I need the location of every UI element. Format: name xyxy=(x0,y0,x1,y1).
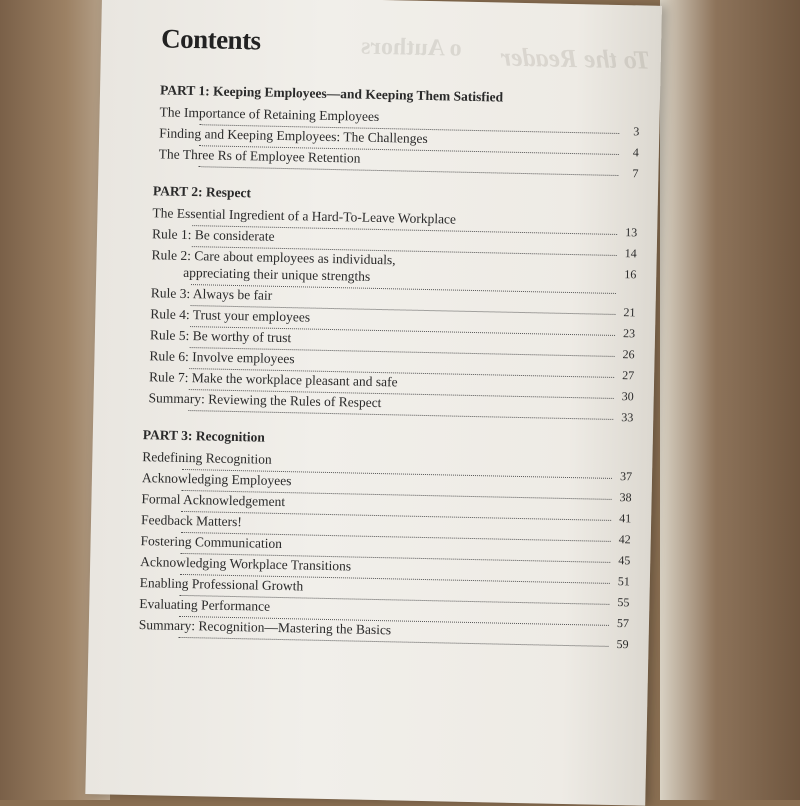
toc-entry-label: Finding and Keeping Employees: The Challenges xyxy=(159,125,428,146)
toc-entry-label: Acknowledging Employees xyxy=(141,470,292,489)
background-right xyxy=(660,0,800,800)
toc-entry-label: The Three Rs of Employee Retention xyxy=(158,146,361,166)
toc-entry-label: The Essential Ingredient of a Hard-To-Leave Workplace xyxy=(152,205,457,227)
bleed-through-text: To the Reader xyxy=(500,42,651,75)
toc-page-number: 41 xyxy=(619,511,632,526)
toc-entry-label: Rule 5: Be worthy of trust xyxy=(149,327,292,346)
toc-entry-label: Summary: Recognition—Mastering the Basics xyxy=(138,617,392,638)
toc-page-number: 30 xyxy=(621,389,634,404)
toc-page-number: 21 xyxy=(623,305,636,320)
toc-page-number: 7 xyxy=(632,166,639,181)
toc-part-1 xyxy=(148,81,640,181)
toc-entry-label: Fostering Communication xyxy=(140,533,283,552)
toc-entry-label: Formal Acknowledgement xyxy=(141,491,286,510)
toc-entry-label: Rule 2: Care about employees as individuals, xyxy=(151,247,396,268)
toc-page-number: 26 xyxy=(622,347,635,362)
toc-page-number: 13 xyxy=(625,225,638,240)
toc-entry-label: Feedback Matters! xyxy=(140,512,243,530)
toc-entry-label: Enabling Professional Growth xyxy=(139,575,304,594)
toc-page-number: 45 xyxy=(618,553,631,568)
toc-page-number: 59 xyxy=(616,637,629,652)
toc-entry-label: Rule 3: Always be fair xyxy=(150,285,273,303)
toc-part-2 xyxy=(143,182,638,425)
toc-page-number: 4 xyxy=(632,145,640,160)
toc-entry-label-continued: appreciating their unique strengths xyxy=(183,264,371,284)
toc-page-number: 23 xyxy=(622,326,636,341)
toc-entry-label: Rule 4: Trust your employees xyxy=(150,306,311,325)
toc-page-number: 3 xyxy=(633,124,640,139)
book-page xyxy=(85,0,662,806)
toc-entry-label: The Importance of Retaining Employees xyxy=(159,104,380,124)
part-heading: PART 3: Recognition xyxy=(142,427,266,445)
part-heading: PART 2: Respect xyxy=(152,183,252,201)
table-of-contents xyxy=(138,81,640,663)
toc-page-number: 42 xyxy=(618,532,631,547)
toc-page-number: 51 xyxy=(617,574,631,589)
toc-entry-label: Rule 1: Be considerate xyxy=(151,226,275,244)
toc-page-number: 38 xyxy=(619,490,632,505)
toc-page-number: 55 xyxy=(617,595,630,610)
toc-entry-label: Acknowledging Workplace Transitions xyxy=(140,554,352,574)
toc-entry-label: Rule 6: Involve employees xyxy=(149,348,295,367)
toc-entry-label: Redefining Recognition xyxy=(142,449,272,467)
toc-page-number: 27 xyxy=(622,368,635,383)
toc-page-number: 57 xyxy=(616,616,630,631)
toc-page-number: 14 xyxy=(624,246,637,261)
page-title: Contents xyxy=(160,23,261,56)
toc-entry-label: Summary: Reviewing the Rules of Respect xyxy=(148,390,382,411)
toc-page-number: 33 xyxy=(621,410,634,425)
toc-page-number: 16 xyxy=(624,267,637,282)
toc-entry-label: Evaluating Performance xyxy=(139,596,271,614)
toc-entry-label: Rule 7: Make the workplace pleasant and safe xyxy=(148,369,398,390)
toc-part-3 xyxy=(138,426,633,652)
bleed-through-text: o Authors xyxy=(360,33,462,62)
part-heading: PART 1: Keeping Employees—and Keeping Them Satisfied xyxy=(159,82,504,105)
toc-page-number: 37 xyxy=(619,469,633,484)
